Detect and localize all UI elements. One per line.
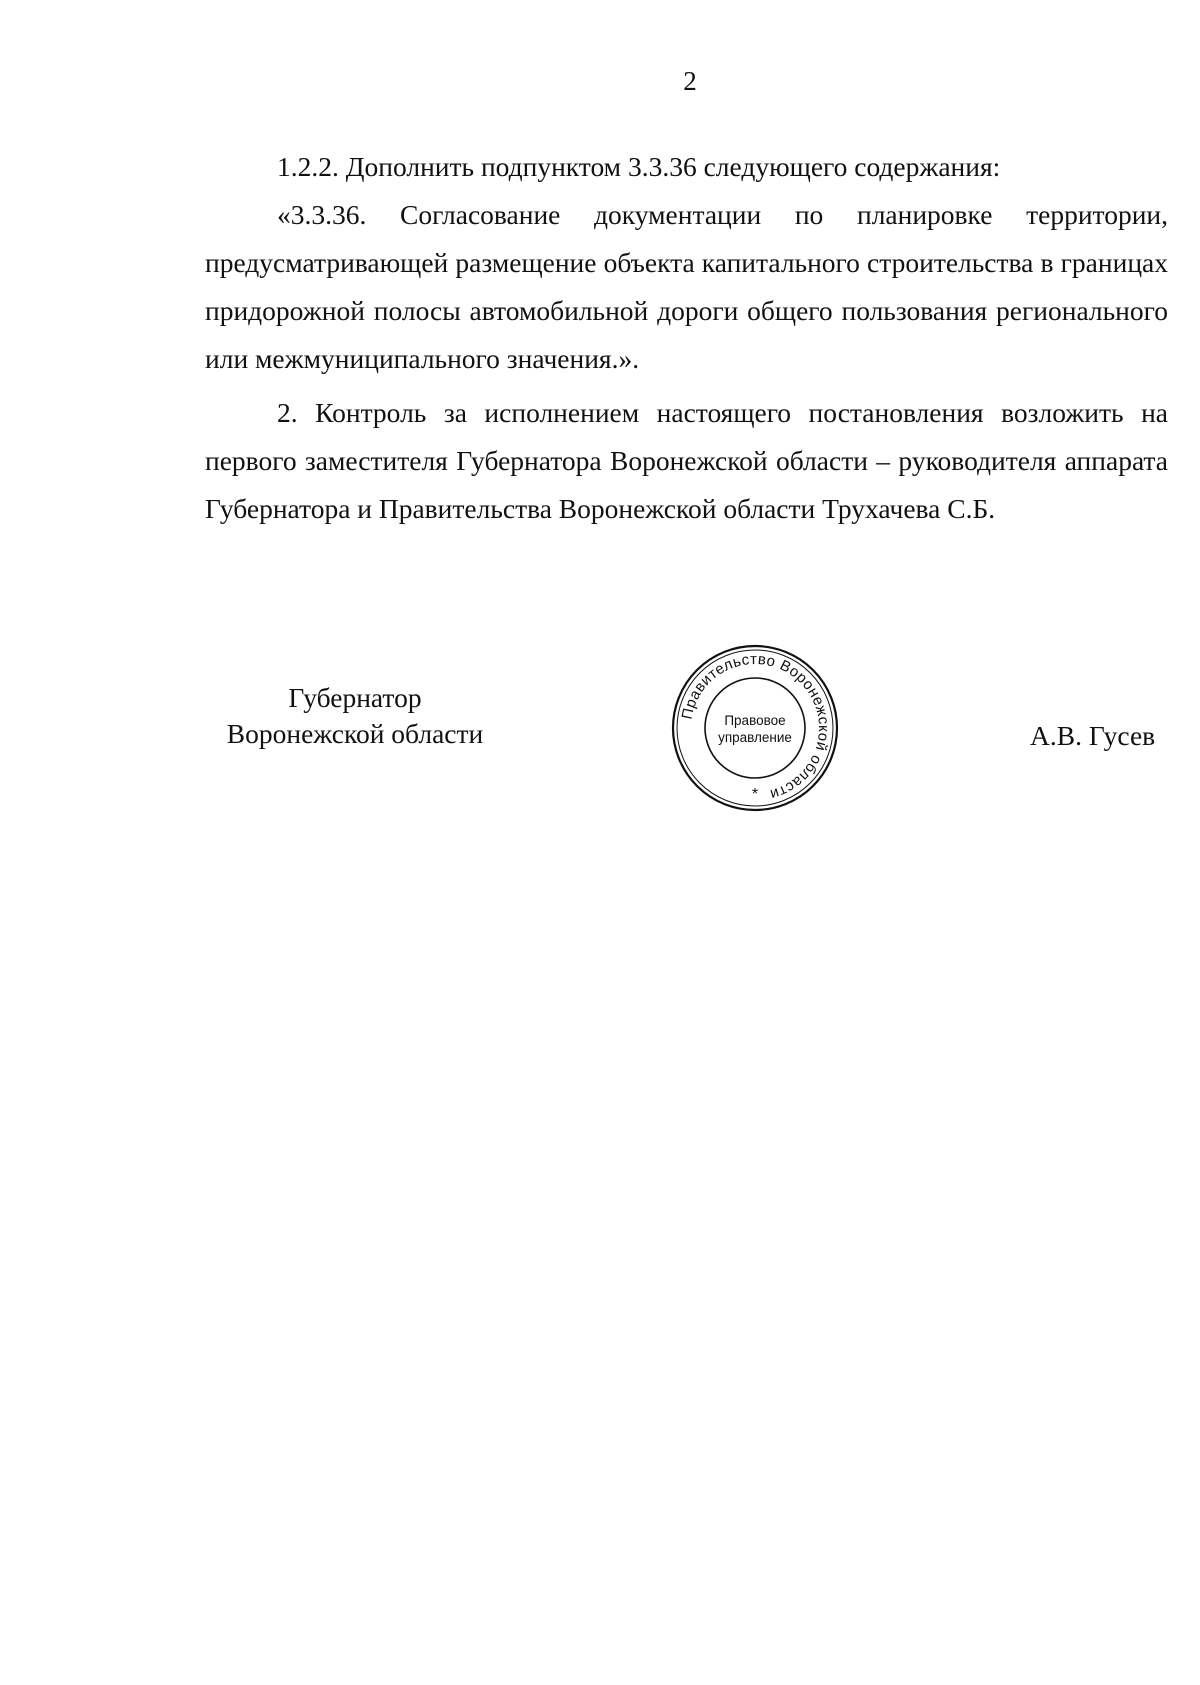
signatory-name: А.В. Гусев: [1030, 720, 1156, 751]
document-body: [205, 143, 1168, 533]
signatory-title: [205, 680, 505, 752]
paragraph-quoted-3-3-36: «3.3.36. Согласование документации по планировке территории, предусматривающей размещение объекта капитального строительства в границах придорожной полосы автомобильной дороги общего пользования регионального или межмуниципального значения.».: [205, 199, 1168, 374]
seal-center-line-2: управление: [718, 730, 792, 745]
seal-ring-text: Правительство Воронежской области: [678, 650, 833, 804]
signatory-title-line-1: Губернатор: [288, 682, 422, 713]
signatory-title-line-2: Воронежской области: [226, 718, 484, 749]
seal-center-line-1: Правовое: [724, 713, 786, 728]
seal-star-icon: *: [751, 786, 759, 803]
paragraph-control: 2. Контроль за исполнением настоящего постановления возложить на первого заместителя Губернатора Воронежской области – руководителя аппарата Губернатора и Правительства Воронежской области Трухачева С.Б.: [205, 397, 1168, 524]
seal-inner-ring: [705, 678, 805, 778]
official-seal-stamp: [670, 643, 840, 813]
page-number: 2: [683, 66, 697, 96]
seal-outer-inner-ring: [677, 650, 833, 806]
paragraph-1-2-2: 1.2.2. Дополнить подпунктом 3.3.36 следующего содержания:: [277, 151, 1001, 182]
